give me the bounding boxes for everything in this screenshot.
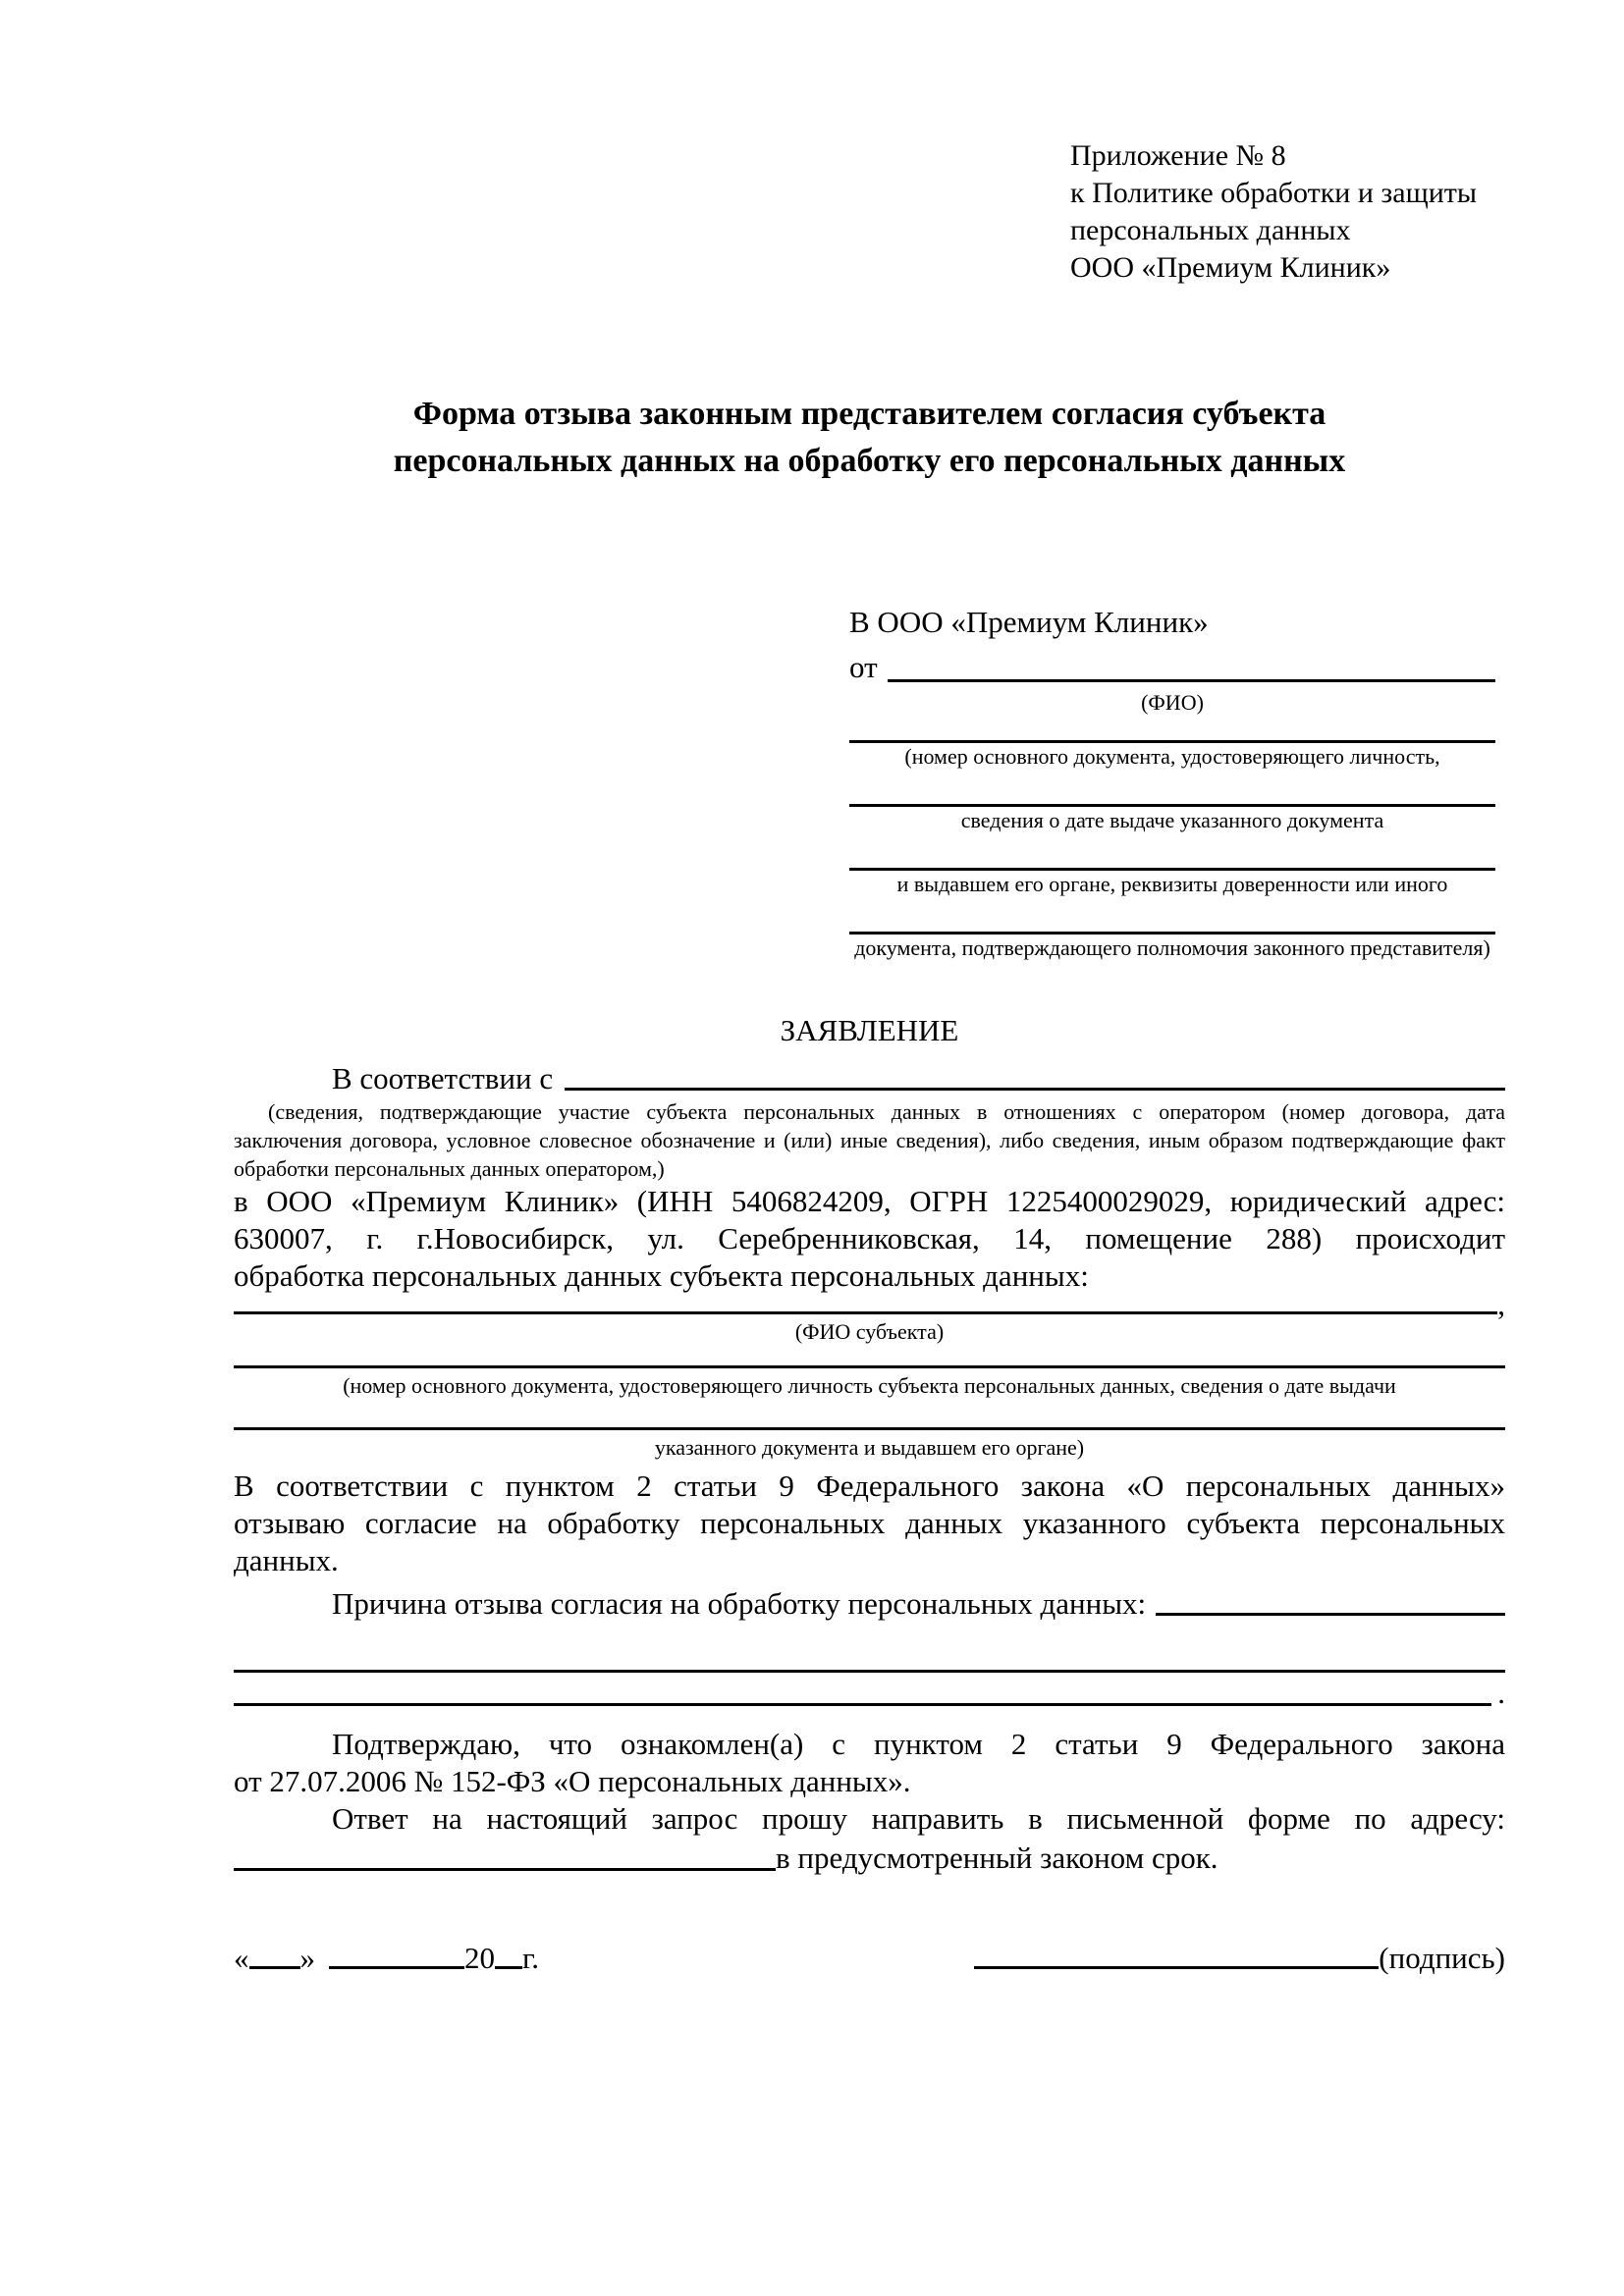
- document-number-caption: (номер основного документа, удостоверяющего личность,: [904, 744, 1440, 769]
- representative-authority-caption: документа, подтверждающего полномочия законного представителя): [854, 935, 1490, 960]
- reason-row: [234, 1579, 1505, 1623]
- intro-label: В соответствии с: [332, 1061, 554, 1095]
- date-day-blank-line: [249, 1966, 300, 1969]
- issuing-authority-blank-line: [849, 834, 1495, 871]
- confirmation-line: от 27.07.2006 № 152-ФЗ «О персональных данных».: [234, 1764, 911, 1798]
- statement-body: [234, 1009, 1505, 1977]
- representative-authority-blank-line: [849, 898, 1495, 934]
- subject-fio-blank-line: [234, 1311, 1497, 1314]
- intro-caption-line: (сведения, подтверждающие участие субъекта персональных данных в отношениях с оператором (номер договора, дата: [268, 1099, 1505, 1124]
- addressee-from-label: от: [849, 650, 878, 684]
- subject-document-blank-line-2: [234, 1400, 1505, 1430]
- appendix-block: [1070, 137, 1477, 287]
- reason-answer-period: .: [1497, 1676, 1505, 1710]
- addressee-to: В ООО «Премиум Клиник»: [849, 605, 1209, 639]
- page-title-line: персональных данных на обработку его персональных данных: [393, 443, 1346, 479]
- operator-paragraph-line: в ООО «Премиум Клиник» (ИНН 5406824209, ОГРН 1225400029029, юридический адрес:: [234, 1184, 1505, 1218]
- signature-blank-line: [974, 1966, 1379, 1969]
- page-title-line: Форма отзыва законным представителем согласия субъекта: [412, 396, 1326, 432]
- intro-blank-line: [565, 1088, 1505, 1091]
- date-month-blank-line: [329, 1966, 464, 1969]
- response-address-row: [234, 1838, 1505, 1877]
- law-paragraph-line: В соответствии с пунктом 2 статьи 9 Федерального закона «О персональных данных»: [234, 1468, 1505, 1503]
- addressee-block: [849, 601, 1495, 962]
- response-term-text: в предусмотренный законом срок.: [776, 1841, 1218, 1875]
- fio-blank-line: [888, 679, 1495, 682]
- subject-document-caption: (номер основного документа, удостоверяющего личность субъекта персональных данных, сведения о дате выдачи: [343, 1373, 1396, 1398]
- appendix-line: к Политике обработки и защиты: [1070, 177, 1478, 209]
- reason-answer-blank-line-2: [234, 1703, 1491, 1706]
- reason-answer-blank-line-1: [234, 1623, 1505, 1673]
- intro-caption: [234, 1097, 1505, 1183]
- law-paragraph-line: данных.: [234, 1543, 339, 1577]
- date-year-blank-line: [495, 1966, 522, 1969]
- reason-label: Причина отзыва согласия на обработку персональных данных:: [332, 1586, 1147, 1621]
- subject-fio-row: [234, 1287, 1505, 1321]
- fio-caption: (ФИО): [1141, 690, 1204, 715]
- law-paragraph: [234, 1468, 1505, 1579]
- page-title: [234, 391, 1505, 485]
- issue-date-blank-line: [849, 771, 1495, 807]
- date-group: [234, 1940, 539, 1977]
- date-quote-open: «: [234, 1941, 249, 1975]
- reason-answer-blank-line-2-row: [234, 1673, 1505, 1712]
- intro-caption-line: заключения договора, условное словесное обозначение и (или) иные сведения), либо сведения, иным образом подтверждающие факт: [234, 1128, 1505, 1152]
- law-paragraph-line: отзываю согласие на обработку персональных данных указанного субъекта персональных: [234, 1506, 1505, 1540]
- issue-date-caption: сведения о дате выдаче указанного документа: [960, 808, 1384, 832]
- subject-document-blank-line: [234, 1346, 1505, 1368]
- intro-row: [234, 1052, 1505, 1097]
- operator-paragraph-line: обработка персональных данных субъекта персональных данных:: [234, 1258, 1089, 1293]
- statement-heading: ЗАЯВЛЕНИЕ: [780, 1013, 959, 1047]
- signature-caption: (подпись): [1379, 1941, 1505, 1975]
- appendix-line: ООО «Премиум Клиник»: [1070, 251, 1391, 284]
- appendix-line: Приложение № 8: [1070, 139, 1286, 172]
- confirmation-line: Подтверждаю, что ознакомлен(а) с пунктом 2 статьи 9 Федерального закона: [332, 1727, 1505, 1761]
- response-request-line: Ответ на настоящий запрос прошу направить в письменной форме по адресу:: [332, 1801, 1505, 1836]
- date-signature-row: [234, 1932, 1505, 1977]
- confirmation-paragraph: [234, 1726, 1505, 1800]
- addressee-from-row: [849, 644, 1495, 689]
- intro-caption-line: обработки персональных данных оператором,): [234, 1156, 665, 1181]
- date-year-prefix: 20: [464, 1941, 495, 1975]
- issuing-authority-caption: и выдавшем его органе, реквизиты доверенности или иного: [896, 872, 1448, 896]
- subject-fio-comma: ,: [1497, 1287, 1505, 1321]
- subject-document-caption-2: указанного документа и выдавшем его органе): [654, 1435, 1085, 1460]
- response-address-blank-line: [234, 1868, 776, 1871]
- appendix-line: персональных данных: [1070, 214, 1351, 246]
- subject-fio-caption: (ФИО субъекта): [794, 1319, 945, 1344]
- operator-paragraph-line: 630007, г. г.Новосибирск, ул. Серебренниковская, 14, помещение 288) происходит: [234, 1221, 1505, 1255]
- date-year-suffix: г.: [522, 1941, 539, 1975]
- document-number-blank-line: [849, 717, 1495, 743]
- operator-paragraph: [234, 1183, 1505, 1295]
- reason-blank-line: [1156, 1613, 1505, 1616]
- date-quote-close: »: [299, 1941, 315, 1975]
- signature-group: [974, 1940, 1505, 1977]
